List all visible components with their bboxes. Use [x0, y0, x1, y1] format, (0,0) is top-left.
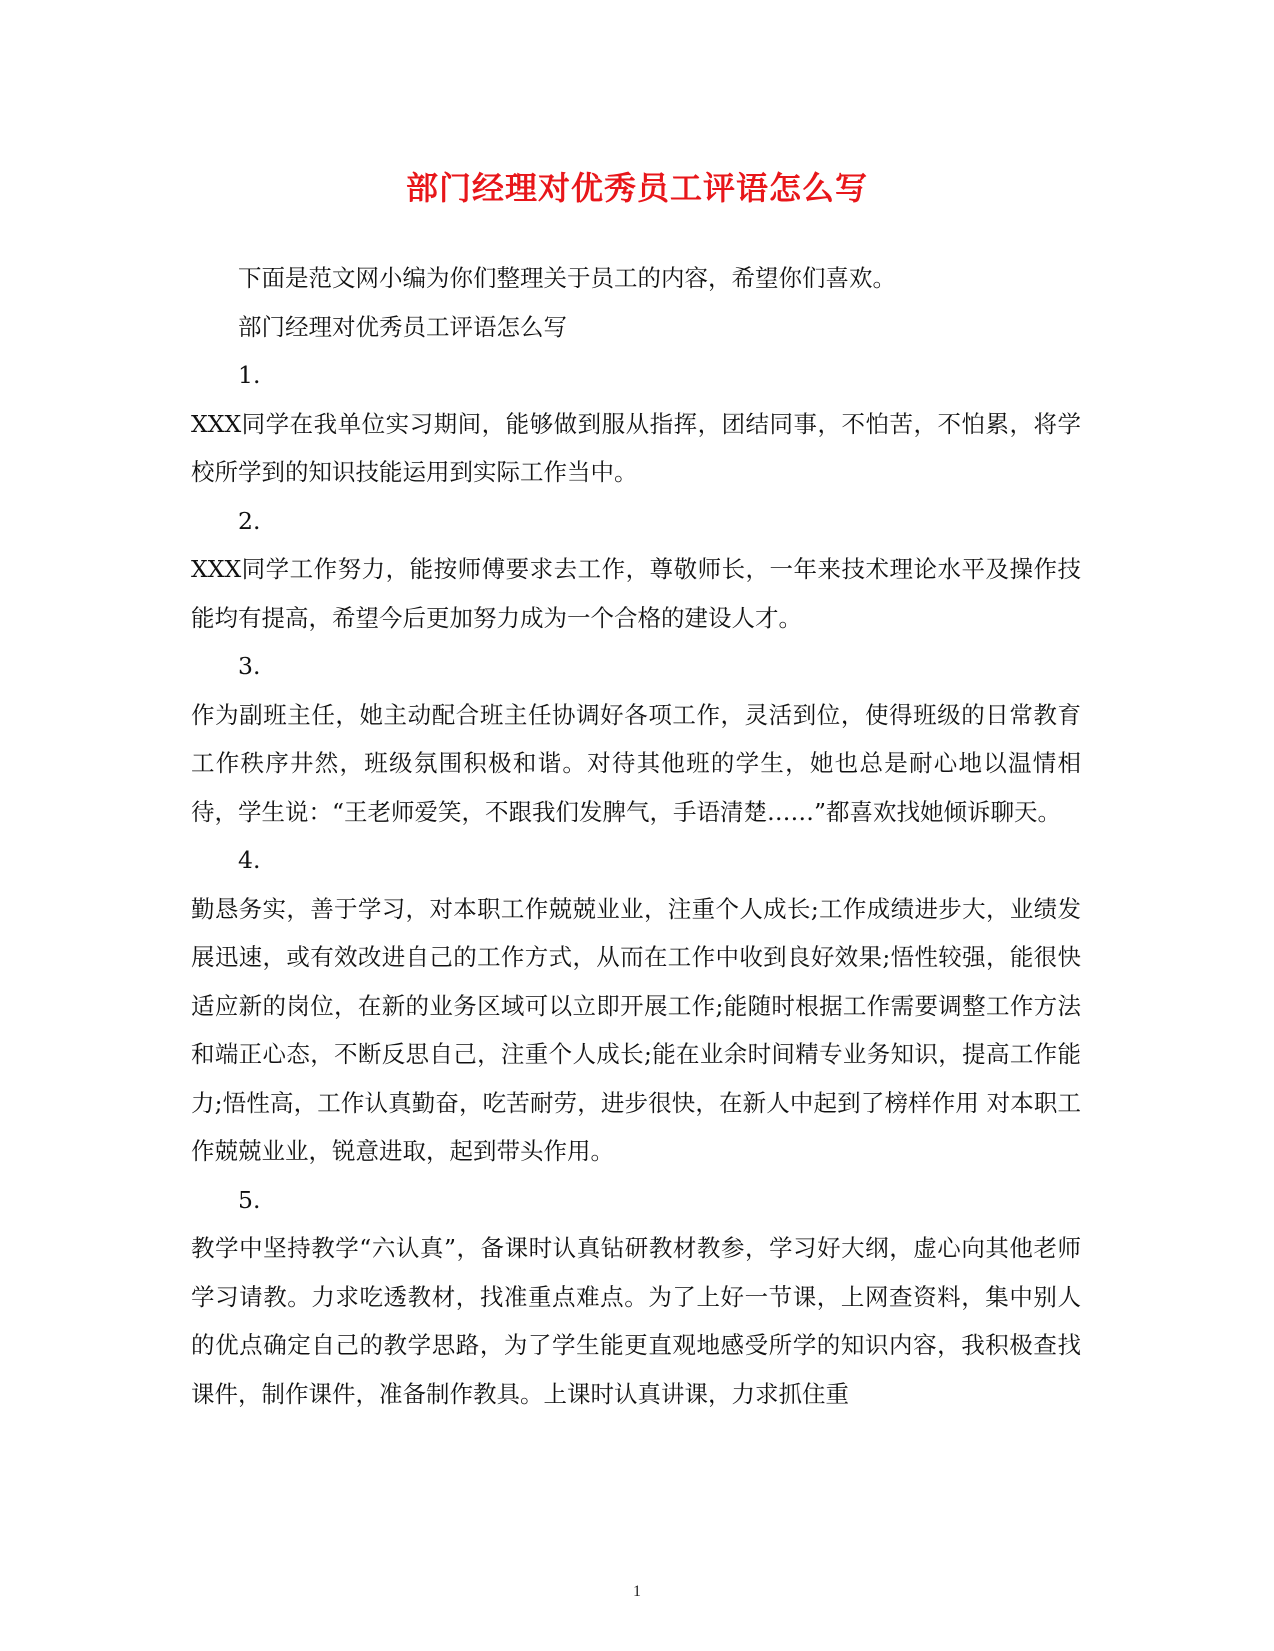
subtitle-paragraph: 部门经理对优秀员工评语怎么写: [238, 312, 567, 341]
item-text: XXX同学工作努力，能按师傅要求去工作，尊敬师长，一年来技术理论水平及操作技能均有提高，希望今后更加努力成为一个合格的建设人才。: [191, 555, 1081, 632]
item-text: XXX同学在我单位实习期间，能够做到服从指挥，团结同事，不怕苦，不怕累，将学校所学到的知识技能运用到实际工作当中。: [191, 409, 1081, 486]
item-text: 教学中坚持教学“六认真”，备课时认真钻研教材教参，学习好大纲，虚心向其他老师学习请教。力求吃透教材，找准重点难点。为了上好一节课，上网查资料，集中别人的优点确定自己的教学思路，为了学生能更直观地感受所学的知识内容，我积极查找课件，制作课件，准备制作教具。上课时认真讲课，力求抓住重: [191, 1234, 1081, 1408]
item-number: 1.: [238, 361, 261, 389]
item-text: 作为副班主任，她主动配合班主任协调好各项工作，灵活到位，使得班级的日常教育工作秩序井然，班级氛围积极和谐。对待其他班的学生，她也总是耐心地以温情相待，学生说：“王老师爱笑，不跟我们发脾气，手语清楚……”都喜欢找她倾诉聊天。: [191, 700, 1081, 826]
item-number: 4.: [238, 846, 261, 874]
item-text: 勤恳务实，善于学习，对本职工作兢兢业业，注重个人成长;工作成绩进步大，业绩发展迅速，或有效改进自己的工作方式，从而在工作中收到良好效果;悟性较强，能很快适应新的岗位，在新的业务区域可以立即开展工作;能随时根据工作需要调整工作方法和端正心态，不断反思自己，注重个人成长;能在业余时间精专业务知识，提高工作能力;悟性高，工作认真勤奋，吃苦耐劳，进步很快，在新人中起到了榜样作用 对本职工作兢兢业业，锐意进取，起到带头作用。: [191, 894, 1081, 1165]
item-number: 5.: [238, 1185, 261, 1214]
item-number: 2.: [238, 506, 261, 535]
item-number: 3.: [238, 652, 261, 680]
document-body: [191, 254, 1081, 1418]
intro-paragraph: 下面是范文网小编为你们整理关于员工的内容，希望你们喜欢。: [238, 264, 896, 292]
document-title: 部门经理对优秀员工评语怎么写: [405, 169, 868, 207]
page-number: 1: [633, 1583, 641, 1600]
